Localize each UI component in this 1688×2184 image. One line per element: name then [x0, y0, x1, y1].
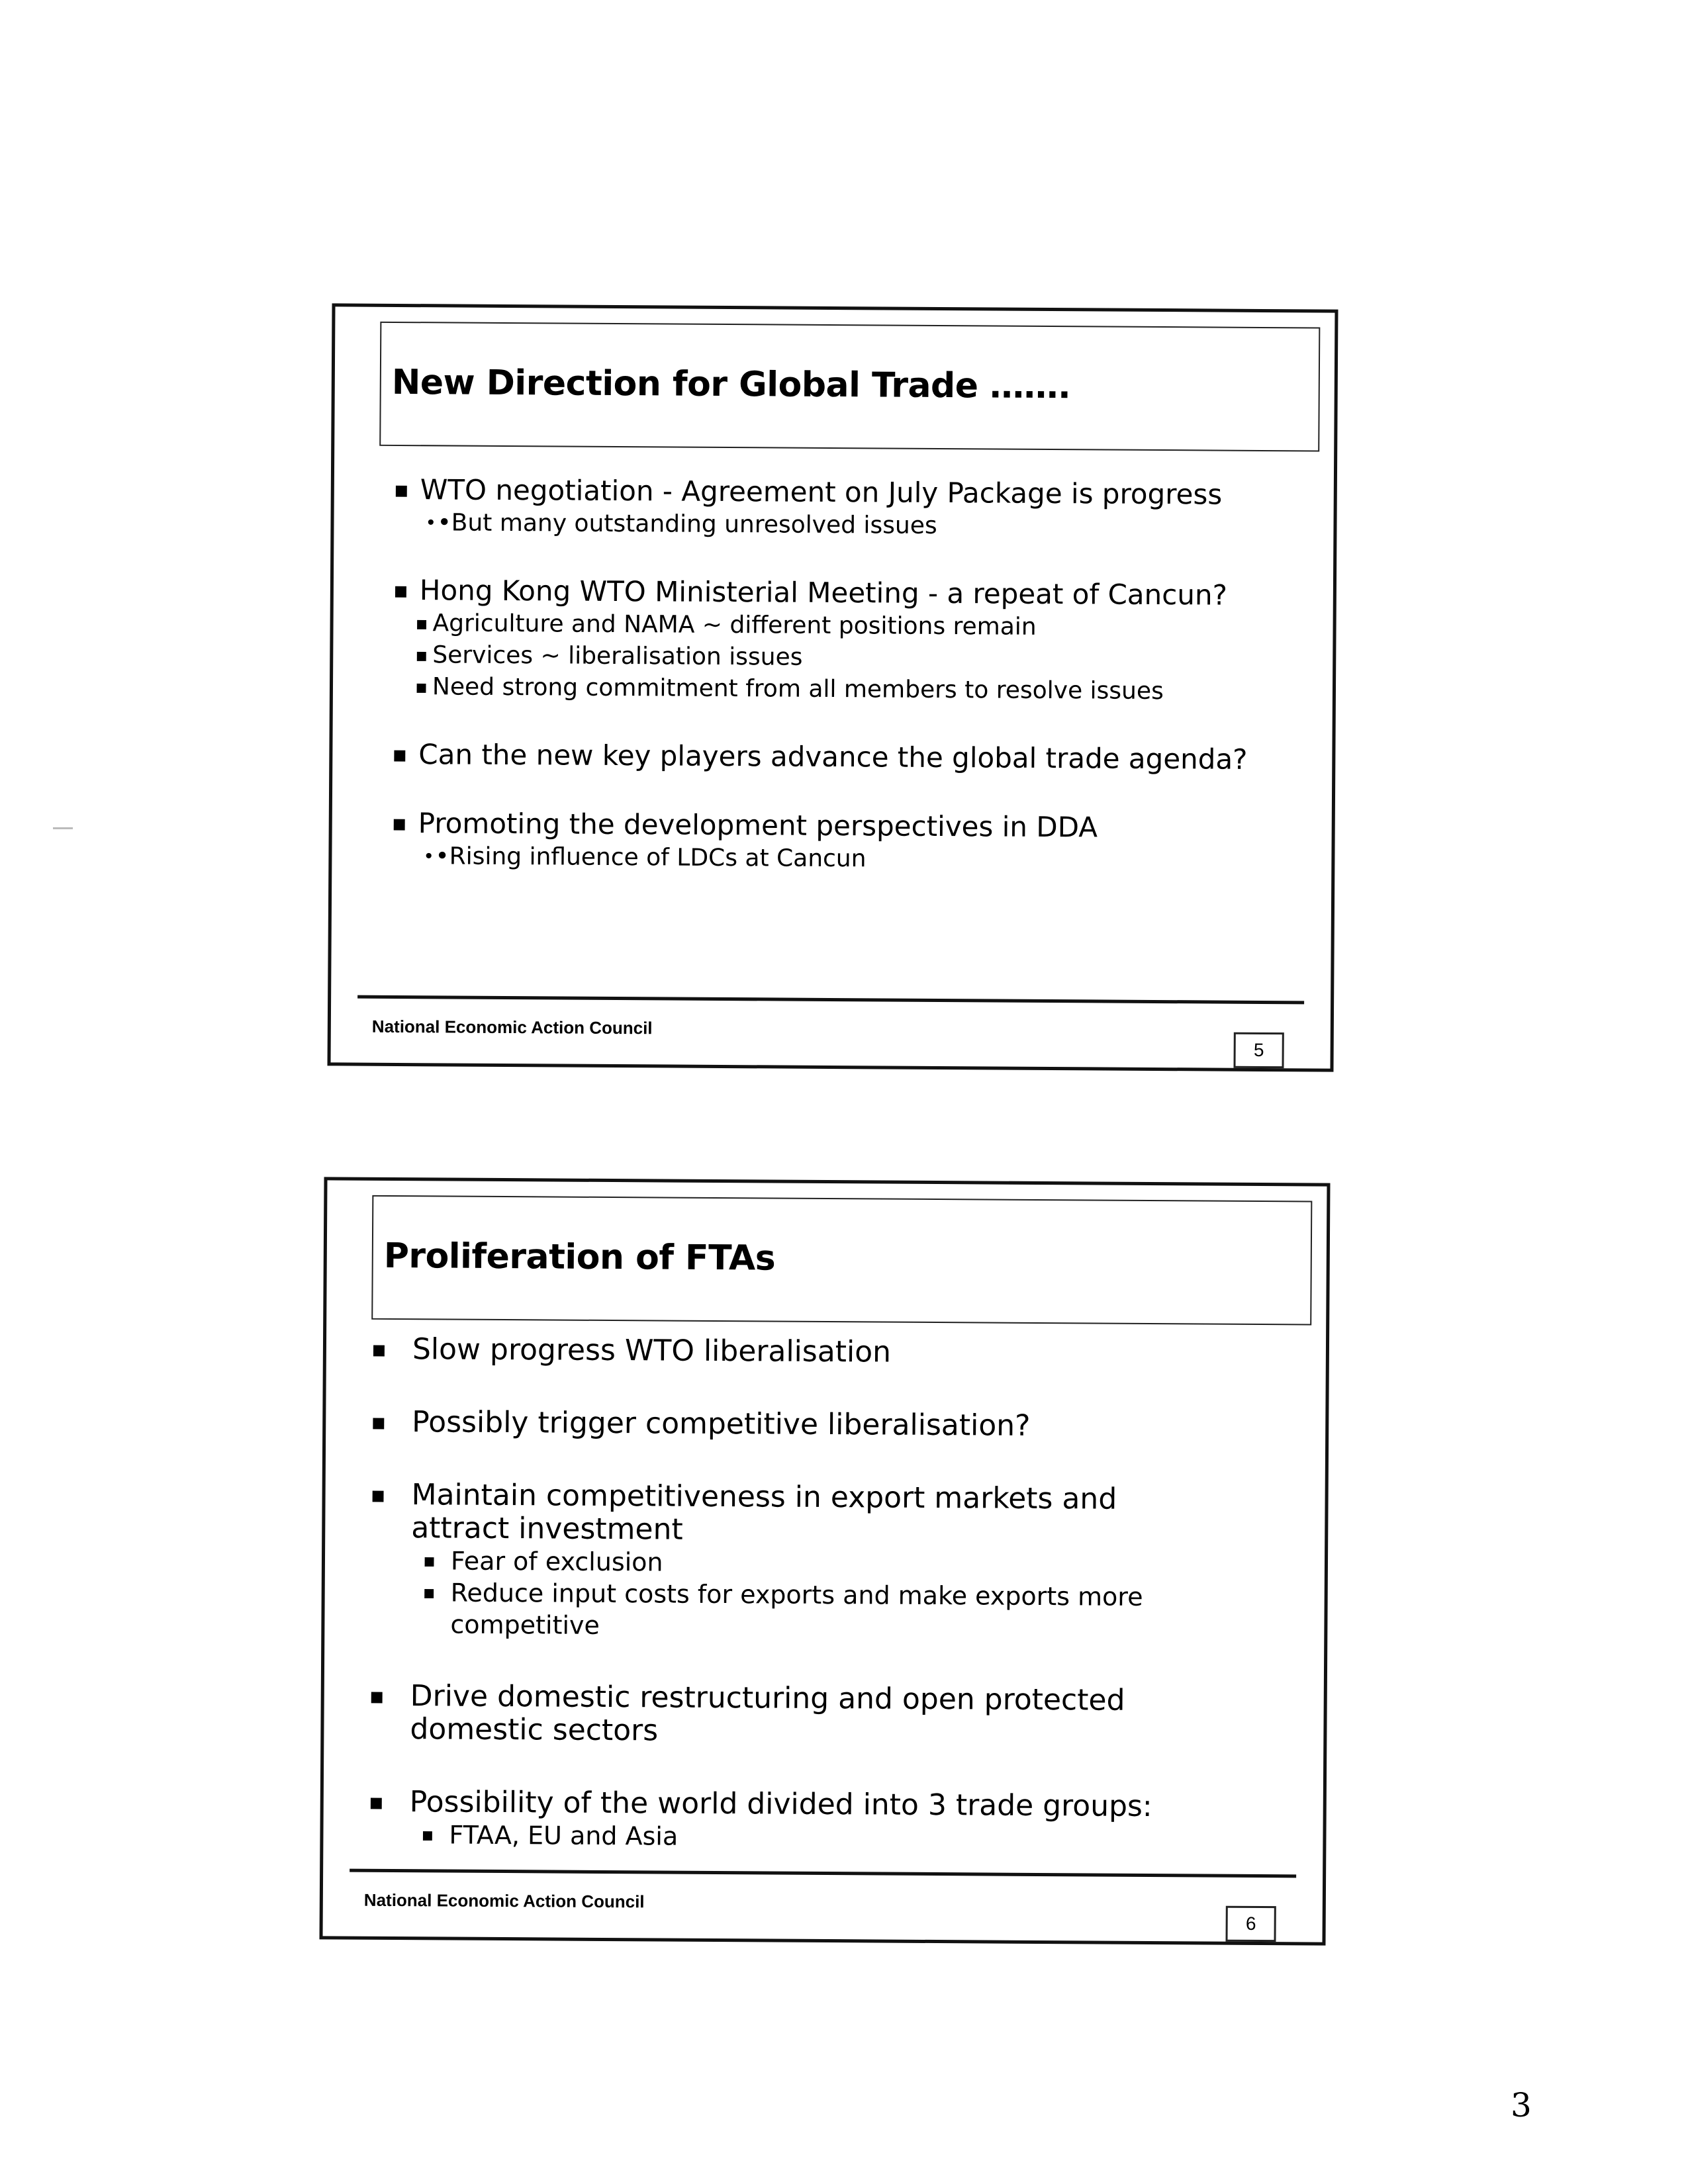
- slide-6: [319, 1177, 1330, 1945]
- bullet: ▪ Drive domestic restructuring and open protected domestic sectors: [363, 1680, 1218, 1751]
- bullet: ▪ Promoting the development perspectives in DDA: [392, 806, 1305, 846]
- bullet: ▪ Slow progress WTO liberalisation: [366, 1333, 1299, 1372]
- bullet: ▪ Possibility of the world divided into 3 trade groups:: [363, 1786, 1297, 1825]
- slide-title: New Direction for Global Trade …….: [391, 362, 1071, 407]
- sub-bullet: ▪ Need strong commitment from all members to resolve issues: [393, 671, 1306, 708]
- scan-speck: [53, 827, 73, 829]
- bullet-list: [391, 473, 1307, 878]
- title-box: [379, 322, 1320, 452]
- bullet: ▪ Hong Kong WTO Ministerial Meeting - a repeat of Cancun?: [393, 573, 1307, 613]
- sub-bullet: ▪ Fear of exclusion: [365, 1545, 1298, 1582]
- footer-rule: [357, 995, 1304, 1005]
- slide-footer: National Economic Action Council: [371, 1016, 653, 1038]
- bullet: ▪ Maintain competitiveness in export markets and attract investment: [365, 1479, 1180, 1550]
- slide-title: Proliferation of FTAs: [383, 1236, 776, 1279]
- sub-bullet: ▪ Agriculture and NAMA ~ different positions remain: [393, 608, 1306, 645]
- slide-number: 5: [1234, 1032, 1284, 1068]
- slide-5: [327, 303, 1338, 1071]
- sub-bullet: ▪ FTAA, EU and Asia: [363, 1819, 1296, 1856]
- footer-rule: [350, 1869, 1296, 1878]
- sub-bullet: ▪ Services ~ liberalisation issues: [393, 639, 1306, 676]
- document-page-number: 3: [1511, 2086, 1532, 2124]
- bullet: ▪ Possibly trigger competitive liberalisation?: [365, 1406, 1299, 1445]
- sub-bullet: ▪ Reduce input costs for exports and make exports more competitive: [364, 1576, 1298, 1646]
- bullet: ▪ WTO negotiation - Agreement on July Package is progress: [394, 473, 1307, 512]
- bullet: ▪ Can the new key players advance the global trade agenda?: [392, 737, 1305, 777]
- sub-bullet: • •But many outstanding unresolved issues: [393, 507, 1307, 544]
- title-box: [371, 1195, 1312, 1326]
- slide-footer: National Economic Action Council: [363, 1889, 645, 1912]
- bullet-list: [363, 1333, 1299, 1856]
- sub-bullet: • •Rising influence of LDCs at Cancun: [391, 841, 1305, 878]
- slide-number: 6: [1226, 1906, 1276, 1942]
